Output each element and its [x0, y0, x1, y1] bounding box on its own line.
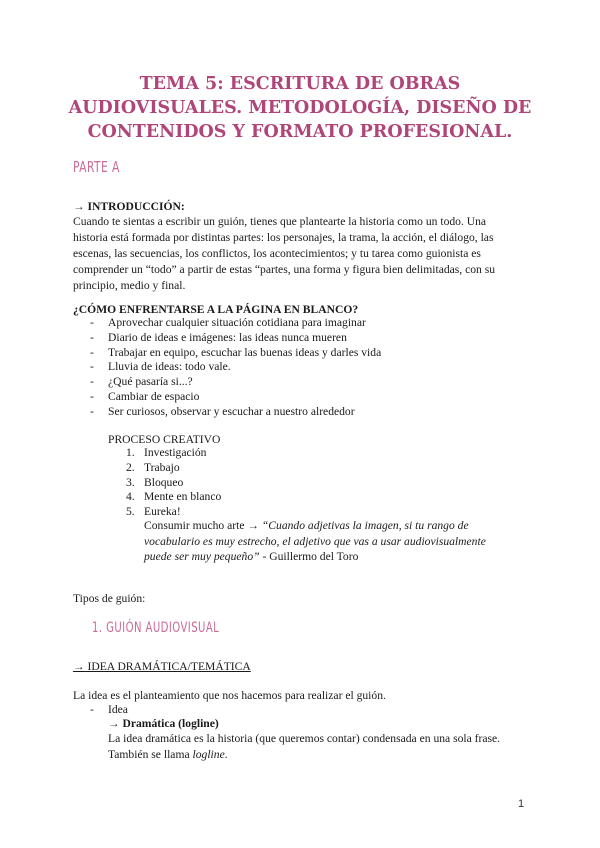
list-item [90, 331, 381, 346]
bullet-marker: - [90, 375, 94, 389]
dramatic-text: . [224, 747, 228, 761]
step-text: Investigación [144, 446, 207, 459]
step-item [126, 476, 221, 491]
quote-text: puede ser muy pequeño” [144, 550, 260, 563]
step-text: Eureka! [144, 505, 181, 519]
list-item-text: Diario de ideas e imágenes: las ideas nunca mueren [108, 330, 347, 344]
quote-text: “Cuando adjetivas la imagen, si tu rango de [261, 519, 469, 532]
quote-line-3 [144, 549, 486, 565]
step-number: 2. [126, 460, 135, 474]
list-item-text: Aprovechar cualquier situación cotidiana para imaginar [108, 316, 366, 329]
list-item [90, 346, 381, 361]
list-item [90, 316, 381, 331]
part-heading: PARTE A [73, 158, 120, 176]
step-text: Mente en blanco [144, 490, 222, 504]
list-item-text: Lluvia de ideas: todo vale. [108, 360, 231, 374]
dramatic-line-2 [108, 747, 500, 763]
list-item-text: Ser curiosos, observar y escuchar a nuestro alrededor [108, 404, 355, 418]
intro-line: escenas, las secuencias, los conflictos, los acontecimientos; y tu tarea como guionista es [73, 247, 481, 260]
step-text: Trabajo [144, 460, 180, 474]
bullet-marker: - [90, 703, 94, 716]
intro-line: comprender un “todo” a partir de estas “partes, una forma y figura bien delimitadas, con su [73, 263, 496, 276]
title-line-1: TEMA 5: ESCRITURA DE OBRAS [139, 74, 461, 94]
bullet-marker: - [90, 345, 94, 359]
blank-page-list [90, 316, 381, 420]
list-item [90, 390, 381, 405]
step-item [126, 446, 221, 461]
dramatic-line-1: La idea dramática es la historia (que queremos contar) condensada en una sola frase. [108, 732, 501, 745]
list-item-text: Trabajar en equipo, escuchar las buenas ideas y darles vida [108, 345, 382, 359]
step-number: 4. [126, 490, 135, 504]
list-item [90, 375, 381, 390]
idea-heading: → IDEA DRAMÁTICA/TEMÁTICA [73, 660, 251, 673]
blank-page-heading: ¿CÓMO ENFRENTARSE A LA PÁGINA EN BLANCO? [73, 303, 359, 316]
creative-process-heading: PROCESO CREATIVO [108, 433, 221, 446]
quote-line-1 [144, 518, 486, 534]
bullet-marker: - [90, 360, 94, 374]
creative-process-quote [144, 518, 486, 565]
step-number: 5. [126, 505, 135, 519]
page-title [40, 72, 560, 144]
dramatic-text: También se llama [108, 747, 193, 761]
intro-line: Cuando te sientas a escribir un guión, tienes que plantearte la historia como un todo. Una [73, 215, 487, 228]
bullet-marker: - [90, 316, 94, 329]
bullet-marker: - [90, 330, 94, 344]
intro-paragraph [73, 214, 533, 294]
idea-paragraph: La idea es el planteamiento que nos hacemos para realizar el guión. [73, 689, 386, 702]
list-item-text: Idea [108, 703, 128, 716]
step-number: 3. [126, 475, 135, 489]
list-item-text: Cambiar de espacio [108, 389, 200, 403]
section-heading: 1. GUIÓN AUDIOVISUAL [92, 620, 220, 636]
quote-line-2: vocabulario es muy estrecho, el adjetivo que vas a usar audiovisualmente [144, 534, 486, 548]
script-types-label: Tipos de guión: [73, 592, 146, 605]
quote-lead: Consumir mucho arte → [144, 519, 262, 532]
intro-line: historia está formada por distintas partes: los personajes, la trama, la acción, el diálogo, las [73, 231, 494, 244]
intro-line: principio, medio y final. [73, 279, 186, 292]
step-item [126, 461, 221, 476]
title-line-2: AUDIOVISUALES. METODOLOGÍA, DISEÑO DE [68, 98, 532, 118]
dramatic-paragraph [108, 731, 500, 762]
step-text: Bloqueo [144, 475, 184, 489]
list-item [90, 405, 381, 420]
title-line-3: CONTENIDOS Y FORMATO PROFESIONAL. [87, 122, 513, 142]
bullet-marker: - [90, 404, 94, 418]
step-number: 1. [126, 446, 135, 459]
dramatic-subheading: → Dramática (logline) [108, 717, 219, 730]
quote-author: - Guillermo del Toro [259, 550, 359, 563]
logline-term: logline [192, 747, 225, 761]
bullet-marker: - [90, 389, 94, 403]
page-number: 1 [518, 798, 525, 810]
list-item [90, 360, 381, 375]
list-item-text: ¿Qué pasaría si...? [108, 375, 193, 389]
creative-process-steps [126, 446, 221, 520]
step-item [126, 490, 221, 505]
intro-heading: → INTRODUCCIÓN: [73, 200, 185, 213]
